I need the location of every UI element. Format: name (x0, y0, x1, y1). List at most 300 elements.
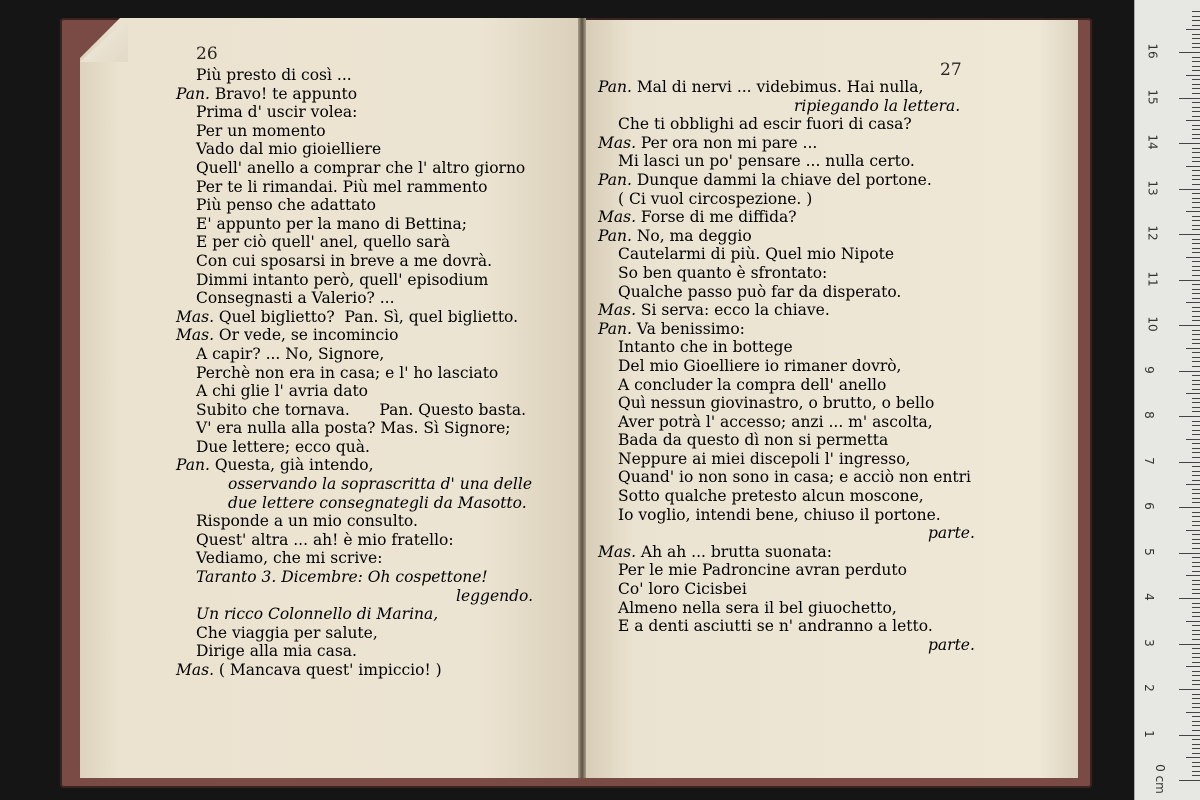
text-line (0, 245, 975, 264)
line-text: Più presto di così ... (196, 66, 352, 84)
text-line (0, 524, 975, 543)
line-text: Io voglio, intendi bene, chiuso il portone. (618, 505, 941, 524)
ruler-label: 7 (1141, 456, 1156, 465)
ruler-tick (1192, 407, 1200, 408)
text-line (0, 661, 533, 680)
text-line (0, 543, 975, 562)
speaker-label: Pan. (598, 78, 637, 96)
ruler-tick (1186, 302, 1200, 303)
text-line (0, 617, 975, 636)
speaker-label: Pan. (598, 319, 637, 338)
ruler-tick (1179, 280, 1200, 281)
ruler-tick (1192, 384, 1200, 385)
ruler-tick (1192, 57, 1200, 58)
ruler-tick (1192, 11, 1200, 12)
ruler-tick (1186, 393, 1200, 394)
line-text: Dirige alla mia casa. (196, 642, 357, 661)
ruler-tick (1192, 366, 1200, 367)
ruler-label: 0 cm (1152, 764, 1167, 794)
ruler-tick (1192, 70, 1200, 71)
ruler-tick (1192, 653, 1200, 654)
ruler-label: 13 (1145, 179, 1160, 196)
ruler-tick (1192, 430, 1200, 431)
ruler-tick (1192, 175, 1200, 176)
measurement-ruler (1134, 0, 1200, 800)
ruler-tick (1192, 657, 1200, 658)
line-text: E a denti asciutti se n' andranno a letto. (618, 617, 933, 636)
ruler-tick (1192, 220, 1200, 221)
ruler-tick (1179, 98, 1200, 99)
line-text: Almeno nella sera il bel giuochetto, (618, 598, 897, 617)
ruler-tick (1192, 694, 1200, 695)
line-text: parte. (928, 635, 975, 654)
ruler-tick (1192, 207, 1200, 208)
line-text: Mi lasci un po' pensare ... nulla certo. (618, 152, 915, 171)
ruler-tick (1192, 339, 1200, 340)
ruler-tick (1192, 425, 1200, 426)
text-line (0, 320, 975, 339)
speaker-label: Pan. (176, 84, 215, 103)
ruler-label: 4 (1141, 593, 1156, 601)
ruler-tick (1192, 225, 1200, 226)
line-text: osservando la soprascritta d' una delle (228, 475, 533, 494)
ruler-tick (1192, 43, 1200, 44)
ruler-tick (1192, 548, 1200, 549)
line-text: Dimmi intanto però, quell' episodium (196, 270, 489, 289)
ruler-tick (1192, 129, 1200, 130)
ruler-tick (1192, 389, 1200, 390)
ruler-tick (1192, 84, 1200, 85)
ruler-tick (1186, 257, 1200, 258)
ruler-tick (1186, 484, 1200, 485)
ruler-tick (1192, 361, 1200, 362)
ruler-tick (1192, 502, 1200, 503)
ruler-tick (1186, 666, 1200, 667)
line-text: Del mio Gioelliere io rimaner dovrò, (618, 356, 902, 375)
ruler-tick (1192, 243, 1200, 244)
line-text: Perchè non era in casa; e l' ho lasciato (196, 363, 499, 382)
ruler-tick (1192, 684, 1200, 685)
ruler-tick (1192, 744, 1200, 745)
ruler-tick (1192, 525, 1200, 526)
ruler-tick (1192, 316, 1200, 317)
ruler-tick (1192, 443, 1200, 444)
ruler-tick (1192, 562, 1200, 563)
ruler-tick (1192, 662, 1200, 663)
ruler-tick (1192, 125, 1200, 126)
ruler-tick (1192, 275, 1200, 276)
line-text: Intanto che in bottege (618, 338, 793, 357)
ruler-label: 14 (1145, 134, 1160, 150)
ruler-tick (1179, 598, 1200, 599)
line-text: Mal di nervi ... videbimus. Hai nulla, (636, 78, 924, 96)
ruler-tick (1192, 116, 1200, 117)
text-line (0, 152, 975, 171)
ruler-tick (1192, 289, 1200, 290)
ruler-tick (1186, 75, 1200, 76)
ruler-tick (1192, 138, 1200, 139)
ruler-tick (1192, 330, 1200, 331)
ruler-tick (1192, 38, 1200, 39)
line-text: ( Mancava quest' impiccio! ) (218, 661, 442, 679)
ruler-tick (1192, 566, 1200, 567)
left-page-number: 26 (196, 44, 218, 64)
ruler-tick (1192, 134, 1200, 135)
ruler-tick (1186, 211, 1200, 212)
line-text: Dunque dammi la chiave del portone. (636, 170, 932, 189)
line-text: ripiegando la lettera. (794, 96, 961, 115)
line-text: Risponde a un mio consulto. (196, 512, 418, 531)
ruler-tick (1192, 671, 1200, 672)
text-line (0, 450, 975, 469)
line-text: Forse di me diffida? (640, 208, 797, 227)
text-line (0, 357, 975, 376)
ruler-label: 2 (1141, 684, 1156, 692)
ruler-label: 9 (1141, 365, 1156, 374)
text-line (0, 208, 975, 227)
ruler-tick (1186, 621, 1200, 622)
ruler-tick (1192, 229, 1200, 230)
ruler-tick (1192, 471, 1200, 472)
ruler-tick (1192, 630, 1200, 631)
ruler-tick (1192, 252, 1200, 253)
ruler-tick (1179, 234, 1200, 235)
text-line (0, 394, 975, 413)
ruler-tick (1192, 452, 1200, 453)
ruler-tick (1192, 152, 1200, 153)
line-text: Neppure ai miei discepoli l' ingresso, (618, 449, 911, 468)
line-text: due lettere consegnategli da Masotto. (228, 493, 527, 512)
line-text: leggendo. (456, 586, 534, 605)
ruler-label: 5 (1141, 547, 1156, 556)
ruler-tick (1192, 534, 1200, 535)
ruler-tick (1192, 357, 1200, 358)
ruler-tick (1192, 539, 1200, 540)
ruler-tick (1192, 498, 1200, 499)
ruler-tick (1192, 179, 1200, 180)
ruler-label: 1 (1141, 729, 1156, 738)
ruler-tick (1192, 480, 1200, 481)
text-line (0, 636, 975, 655)
ruler-tick (1192, 402, 1200, 403)
text-line (0, 506, 975, 525)
line-text: Quì nessun giovinastro, o brutto, o bello (618, 394, 935, 413)
ruler-tick (1179, 462, 1200, 463)
line-text: Subito che tornava. Pan. Questo basta. (196, 400, 527, 419)
text-line (0, 97, 975, 116)
line-text: Bravo! te appunto (214, 84, 358, 103)
ruler-tick (1192, 434, 1200, 435)
line-text: V' era nulla alla posta? Mas. Sì Signore; (196, 419, 511, 438)
line-text: So ben quanto è sfrontato: (618, 263, 828, 282)
ruler-tick (1192, 93, 1200, 94)
ruler-tick (1179, 735, 1200, 736)
ruler-tick (1186, 348, 1200, 349)
ruler-tick (1192, 612, 1200, 613)
text-line (0, 264, 975, 283)
ruler-label: 15 (1145, 88, 1160, 105)
ruler-tick (1192, 16, 1200, 17)
ruler-tick (1192, 66, 1200, 67)
ruler-tick (1186, 712, 1200, 713)
text-line (0, 561, 975, 580)
text-line (0, 134, 975, 153)
line-text: Taranto 3. Dicembre: Oh cospettone! (196, 568, 488, 587)
ruler-tick (1192, 648, 1200, 649)
line-text: Or vede, se incomincio (218, 326, 399, 345)
ruler-tick (1186, 757, 1200, 758)
ruler-tick (1192, 589, 1200, 590)
ruler-tick (1192, 489, 1200, 490)
line-text: Va benissimo: (636, 319, 745, 338)
ruler-tick (1192, 466, 1200, 467)
line-text: Quell' anello a comprar che l' altro giorno (196, 158, 526, 177)
speaker-label: Mas. (176, 326, 219, 345)
text-line (0, 431, 975, 450)
speaker-label: Mas. (598, 208, 641, 227)
line-text: Ah ah ... brutta suonata: (640, 542, 833, 561)
ruler-tick (1192, 475, 1200, 476)
line-text: ( Ci vuol circospezione. ) (618, 189, 813, 208)
ruler-tick (1192, 398, 1200, 399)
ruler-tick (1192, 775, 1200, 776)
ruler-tick (1192, 47, 1200, 48)
text-line (0, 376, 975, 395)
ruler-tick (1192, 698, 1200, 699)
line-text: Vado dal mio gioielliere (196, 140, 382, 159)
ruler-tick (1179, 52, 1200, 53)
right-page-number: 27 (940, 60, 962, 80)
ruler-tick (1192, 270, 1200, 271)
ruler-tick (1192, 730, 1200, 731)
ruler-tick (1192, 748, 1200, 749)
line-text: Quand' io non sono in casa; e acciò non entri (618, 468, 972, 487)
line-text: Con cui sposarsi in breve a me dovrà. (196, 251, 493, 270)
speaker-label: Pan. (176, 456, 215, 475)
ruler-tick (1192, 762, 1200, 763)
ruler-tick (1192, 20, 1200, 21)
line-text: Questa, già intendo, (214, 456, 374, 475)
ruler-tick (1192, 584, 1200, 585)
ruler-tick (1192, 239, 1200, 240)
ruler-tick (1192, 293, 1200, 294)
ruler-tick (1192, 625, 1200, 626)
line-text: No, ma deggio (636, 226, 752, 245)
ruler-tick (1179, 644, 1200, 645)
ruler-tick (1192, 493, 1200, 494)
ruler-tick (1192, 411, 1200, 412)
line-text: Più penso che adattato (196, 196, 377, 215)
ruler-tick (1192, 580, 1200, 581)
ruler-tick (1179, 689, 1200, 690)
ruler-tick (1192, 375, 1200, 376)
ruler-tick (1179, 416, 1200, 417)
right-page-text (0, 78, 975, 654)
ruler-tick (1192, 102, 1200, 103)
ruler-tick (1192, 266, 1200, 267)
ruler-tick (1192, 739, 1200, 740)
line-text: E per ciò quell' anel, quello sarà (196, 233, 451, 252)
ruler-tick (1186, 120, 1200, 121)
line-text: Cautelarmi di più. Quel mio Nipote (618, 245, 895, 264)
line-text: Si serva: ecco la chiave. (640, 301, 830, 320)
line-text: Per te li rimandai. Più mel rammento (196, 177, 488, 196)
text-line (0, 78, 975, 97)
ruler-tick (1192, 193, 1200, 194)
ruler-label: 16 (1145, 43, 1160, 59)
ruler-tick (1192, 320, 1200, 321)
ruler-tick (1192, 639, 1200, 640)
line-text: Quel biglietto? Pan. Sì, quel biglietto. (218, 307, 519, 326)
ruler-tick (1192, 521, 1200, 522)
speaker-label: Mas. (176, 661, 219, 679)
ruler-tick (1192, 603, 1200, 604)
ruler-tick (1186, 29, 1200, 30)
ruler-tick (1192, 284, 1200, 285)
ruler-tick (1186, 439, 1200, 440)
ruler-tick (1192, 107, 1200, 108)
ruler-label: 10 (1145, 316, 1160, 332)
line-text: Bada da questo dì non si permetta (618, 431, 889, 450)
ruler-tick (1192, 343, 1200, 344)
ruler-tick (1192, 352, 1200, 353)
text-line (0, 115, 975, 134)
ruler-tick (1186, 575, 1200, 576)
ruler-tick (1179, 371, 1200, 372)
text-line (0, 413, 975, 432)
ruler-tick (1192, 703, 1200, 704)
line-text: E' appunto per la mano di Bettina; (196, 214, 468, 233)
text-line (0, 283, 975, 302)
ruler-tick (1192, 557, 1200, 558)
speaker-label: Pan. (598, 226, 637, 245)
ruler-tick (1192, 307, 1200, 308)
ruler-tick (1192, 516, 1200, 517)
speaker-label: Mas. (176, 307, 219, 326)
line-text: Qualche passo può far da disperato. (618, 282, 902, 301)
ruler-tick (1186, 166, 1200, 167)
ruler-tick (1192, 261, 1200, 262)
ruler-tick (1192, 202, 1200, 203)
text-line (0, 487, 975, 506)
ruler-label: 6 (1141, 502, 1156, 510)
line-text: Prima d' uscir volea: (196, 103, 358, 122)
ruler-tick (1192, 298, 1200, 299)
ruler-tick (1192, 607, 1200, 608)
ruler-tick (1186, 530, 1200, 531)
ruler-tick (1192, 766, 1200, 767)
ruler-tick (1192, 707, 1200, 708)
ruler-tick (1192, 198, 1200, 199)
line-text: Un ricco Colonnello di Marina, (196, 605, 439, 624)
ruler-label: 3 (1141, 638, 1156, 647)
ruler-tick (1192, 512, 1200, 513)
ruler-tick (1192, 216, 1200, 217)
ruler-tick (1179, 189, 1200, 190)
ruler-tick (1179, 507, 1200, 508)
ruler-tick (1192, 334, 1200, 335)
ruler-tick (1192, 25, 1200, 26)
text-line (0, 190, 975, 209)
ruler-tick (1192, 421, 1200, 422)
line-text: A capir? ... No, Signore, (196, 344, 385, 363)
line-text: Due lettere; ecco quà. (196, 437, 370, 456)
text-line (0, 227, 975, 246)
line-text: parte. (928, 524, 975, 543)
ruler-tick (1192, 634, 1200, 635)
ruler-tick (1192, 157, 1200, 158)
ruler-tick (1192, 184, 1200, 185)
speaker-label: Mas. (598, 542, 641, 561)
line-text: Aver potrà l' accesso; anzi ... m' ascolta, (618, 412, 933, 431)
ruler-tick (1192, 248, 1200, 249)
ruler-tick (1192, 61, 1200, 62)
line-text: A concluder la compra dell' anello (618, 375, 887, 394)
ruler-tick (1192, 148, 1200, 149)
ruler-tick (1192, 34, 1200, 35)
ruler-tick (1192, 571, 1200, 572)
ruler-tick (1192, 311, 1200, 312)
ruler-tick (1192, 88, 1200, 89)
ruler-tick (1192, 111, 1200, 112)
ruler-tick (1179, 143, 1200, 144)
ruler-tick (1192, 716, 1200, 717)
line-text: Consegnasti a Valerio? ... (196, 289, 395, 308)
ruler-tick (1192, 79, 1200, 80)
ruler-tick (1179, 780, 1200, 781)
ruler-tick (1192, 593, 1200, 594)
ruler-label: 11 (1145, 270, 1160, 287)
ruler-tick (1192, 380, 1200, 381)
ruler-tick (1192, 753, 1200, 754)
ruler-tick (1192, 616, 1200, 617)
line-text: Sotto qualche pretesto alcun moscone, (618, 487, 924, 506)
line-text: Per ora non mi pare ... (640, 133, 818, 152)
ruler-tick (1192, 161, 1200, 162)
line-text: Che viaggia per salute, (196, 623, 378, 642)
ruler-tick (1192, 725, 1200, 726)
ruler-tick (1192, 448, 1200, 449)
text-line (0, 171, 975, 190)
ruler-tick (1179, 325, 1200, 326)
line-text: Per un momento (196, 121, 326, 140)
line-text: Vediamo, che mi scrive: (196, 549, 383, 568)
ruler-tick (1192, 771, 1200, 772)
line-text: Quest' altra ... ah! è mio fratello: (196, 530, 454, 549)
line-text: Co' loro Cicisbei (618, 580, 747, 599)
ruler-tick (1192, 675, 1200, 676)
ruler-tick (1192, 721, 1200, 722)
text-line (0, 301, 975, 320)
ruler-tick (1179, 553, 1200, 554)
ruler-tick (1192, 170, 1200, 171)
text-line (0, 468, 975, 487)
text-line (0, 338, 975, 357)
speaker-label: Mas. (598, 133, 641, 152)
ruler-tick (1192, 680, 1200, 681)
text-line (0, 580, 975, 599)
speaker-label: Pan. (598, 170, 637, 189)
speaker-label: Mas. (598, 301, 641, 320)
ruler-tick (1192, 543, 1200, 544)
line-text: Per le mie Padroncine avran perduto (618, 561, 907, 580)
line-text: A chi glie l' avria dato (196, 382, 369, 401)
ruler-label: 8 (1141, 411, 1156, 419)
text-line (0, 599, 975, 618)
line-text: Che ti obblighi ad escir fuori di casa? (618, 115, 912, 134)
ruler-label: 12 (1145, 225, 1160, 241)
ruler-tick (1192, 457, 1200, 458)
